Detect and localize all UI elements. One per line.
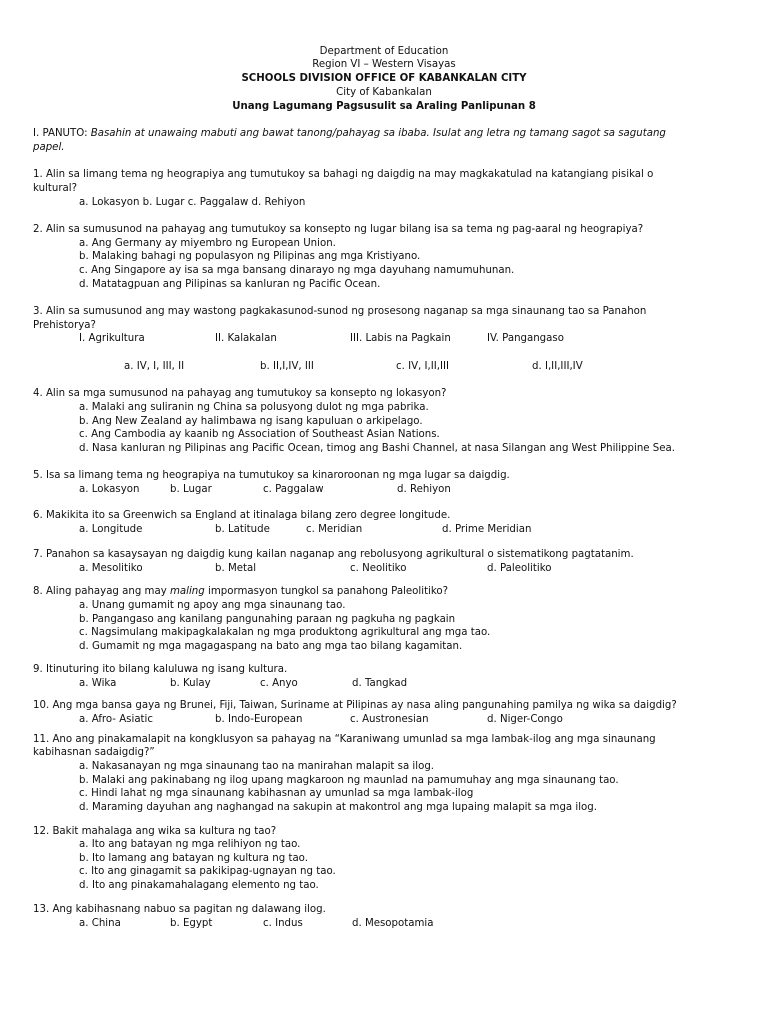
q13-option-c: c. Indus	[263, 918, 303, 929]
q5-option-a: a. Lokasyon	[79, 484, 140, 495]
header-dept: Department of Education	[319, 46, 449, 57]
q12-option-d: d. Ito ang pinakamahalagang elemento ng tao.	[79, 880, 319, 891]
q5-option-c: c. Paggalaw	[263, 484, 324, 495]
instructions-line-2: papel.	[33, 142, 65, 153]
header-exam-title: Unang Lagumang Pagsusulit sa Araling Panlipunan 8	[232, 101, 536, 112]
q6-option-c: c. Meridian	[306, 524, 363, 535]
q4-option-d: d. Nasa kanluran ng Pilipinas ang Pacific Ocean, timog ang Bashi Channel, at nasa Silangan ang West Philippine Sea.	[79, 443, 676, 454]
q6-option-a: a. Longitude	[79, 524, 143, 535]
instructions-text: Basahin at unawaing mabuti ang bawat tanong/pahayag sa ibaba. Isulat ang letra ng tamang sagot sa sagutang	[90, 128, 666, 139]
q11-option-b: b. Malaki ang pakinabang ng ilog upang magkaroon ng maunlad na pamumuhay ang mga sinaunang tao.	[79, 775, 619, 786]
q10-option-b: b. Indo-European	[215, 714, 303, 725]
q3-option-c: c. IV, I,II,III	[396, 361, 450, 372]
q13-option-d: d. Mesopotamia	[352, 918, 434, 929]
q2-stem: 2. Alin sa sumusunod na pahayag ang tumutukoy sa konsepto ng lugar bilang isa sa tema ng pag-aaral ng heograpiya?	[33, 224, 644, 235]
header-city: City of Kabankalan	[336, 87, 432, 98]
q9-option-d: d. Tangkad	[352, 678, 408, 689]
instructions-line-1	[33, 127, 666, 140]
q2-option-c: c. Ang Singapore ay isa sa mga bansang dinarayo ng mga dayuhang namumuhunan.	[79, 265, 515, 276]
q1-options: a. Lokasyon b. Lugar c. Paggalaw d. Rehiyon	[79, 197, 306, 208]
q11-stem-cont: kabihasnan sadaigdig?”	[33, 747, 155, 758]
q12-option-b: b. Ito lamang ang batayan ng kultura ng tao.	[79, 853, 308, 864]
q11-stem: 11. Ano ang pinakamalapit na kongklusyon sa pahayag na “Karaniwang umunlad sa mga lambak-ilog ang mga sinaunang	[33, 734, 656, 745]
q11-option-c: c. Hindi lahat ng mga sinaunang kabihasnan ay umunlad sa mga lambak-ilog	[79, 788, 474, 799]
q8-option-d: d. Gumamit ng mga magagaspang na bato ang mga tao bilang kagamitan.	[79, 641, 463, 652]
q3-option-b: b. II,I,IV, III	[260, 361, 314, 372]
q3-option-a: a. IV, I, III, II	[124, 361, 185, 372]
q13-stem: 13. Ang kabihasnang nabuo sa pagitan ng dalawang ilog.	[33, 904, 326, 915]
q2-option-a: a. Ang Germany ay miyembro ng European Union.	[79, 238, 336, 249]
q9-option-a: a. Wika	[79, 678, 117, 689]
q7-option-b: b. Metal	[215, 563, 257, 574]
q9-stem: 9. Itinuturing ito bilang kaluluwa ng isang kultura.	[33, 664, 288, 675]
q3-item-2: II. Kalakalan	[215, 333, 277, 344]
q10-stem: 10. Ang mga bansa gaya ng Brunei, Fiji, Taiwan, Suriname at Pilipinas ay nasa aling pangunahing pamilya ng wika sa daigdig?	[33, 700, 677, 711]
q7-option-d: d. Paleolitiko	[487, 563, 552, 574]
q10-option-d: d. Niger-Congo	[487, 714, 563, 725]
q8-option-a: a. Unang gumamit ng apoy ang mga sinaunang tao.	[79, 600, 346, 611]
q7-stem: 7. Panahon sa kasaysayan ng daigdig kung kailan naganap ang rebolusyong agrikultural o sistematikong pagtatanim.	[33, 549, 634, 560]
q6-option-d: d. Prime Meridian	[442, 524, 532, 535]
q2-option-b: b. Malaking bahagi ng populasyon ng Pilipinas ang mga Kristiyano.	[79, 251, 421, 262]
q4-option-b: b. Ang New Zealand ay halimbawa ng isang kapuluan o arkipelago.	[79, 416, 423, 427]
q3-stem: 3. Alin sa sumusunod ang may wastong pagkakasunod-sunod ng prosesong naganap sa mga sinaunang tao sa Panahon	[33, 306, 647, 317]
q10-option-c: c. Austronesian	[350, 714, 429, 725]
q12-option-c: c. Ito ang ginagamit sa pakikipag-ugnayan ng tao.	[79, 866, 336, 877]
q3-item-4: IV. Pangangaso	[487, 333, 564, 344]
q4-stem: 4. Alin sa mga sumusunod na pahayag ang tumutukoy sa konsepto ng lokasyon?	[33, 388, 447, 399]
q4-option-a: a. Malaki ang suliranin ng China sa polusyong dulot ng mga pabrika.	[79, 402, 429, 413]
q3-stem-cont: Prehistorya?	[33, 320, 96, 331]
q13-option-b: b. Egypt	[170, 918, 213, 929]
q8-stem-emphasis: maling	[169, 586, 205, 597]
q7-option-c: c. Neolitiko	[350, 563, 407, 574]
q11-option-a: a. Nakasanayan ng mga sinaunang tao na manirahan malapit sa ilog.	[79, 761, 435, 772]
q8-stem	[33, 585, 448, 598]
q3-item-3: III. Labis na Pagkain	[350, 333, 451, 344]
q8-option-c: c. Nagsimulang makipagkalakalan ng mga produktong agrikultural ang mga tao.	[79, 627, 491, 638]
q8-option-b: b. Pangangaso ang kanilang pangunahing paraan ng pagkuha ng pagkain	[79, 614, 456, 625]
q8-stem-post: impormasyon tungkol sa panahong Paleolitiko?	[204, 586, 449, 597]
instructions-label: I. PANUTO:	[33, 128, 88, 139]
q7-option-a: a. Mesolitiko	[79, 563, 143, 574]
header-division: SCHOOLS DIVISION OFFICE OF KABANKALAN CITY	[241, 73, 527, 84]
q9-option-b: b. Kulay	[170, 678, 211, 689]
q13-option-a: a. China	[79, 918, 121, 929]
q9-option-c: c. Anyo	[260, 678, 298, 689]
q3-option-d: d. I,II,III,IV	[532, 361, 583, 372]
q5-stem: 5. Isa sa limang tema ng heograpiya na tumutukoy sa kinaroroonan ng mga lugar sa daigdig.	[33, 470, 510, 481]
q3-item-1: I. Agrikultura	[79, 333, 145, 344]
q10-option-a: a. Afro- Asiatic	[79, 714, 153, 725]
q12-stem: 12. Bakit mahalaga ang wika sa kultura ng tao?	[33, 826, 277, 837]
q1-stem: 1. Alin sa limang tema ng heograpiya ang tumutukoy sa bahagi ng daigdig na may magkakatulad na katangiang pisikal o	[33, 169, 654, 180]
q2-option-d: d. Matatagpuan ang Pilipinas sa kanluran ng Pacific Ocean.	[79, 279, 381, 290]
q1-stem-cont: kultural?	[33, 183, 77, 194]
q5-option-b: b. Lugar	[170, 484, 212, 495]
q6-stem: 6. Makikita ito sa Greenwich sa England at itinalaga bilang zero degree longitude.	[33, 510, 451, 521]
q5-option-d: d. Rehiyon	[397, 484, 451, 495]
header-region: Region VI – Western Visayas	[312, 59, 456, 70]
q8-stem-pre: 8. Aling pahayag ang may	[33, 586, 170, 597]
q6-option-b: b. Latitude	[215, 524, 270, 535]
q12-option-a: a. Ito ang batayan ng mga relihiyon ng tao.	[79, 839, 301, 850]
q4-option-c: c. Ang Cambodia ay kaanib ng Association of Southeast Asian Nations.	[79, 429, 440, 440]
q11-option-d: d. Maraming dayuhan ang naghangad na sakupin at makontrol ang mga lupaing malapit sa mga ilog.	[79, 802, 597, 813]
